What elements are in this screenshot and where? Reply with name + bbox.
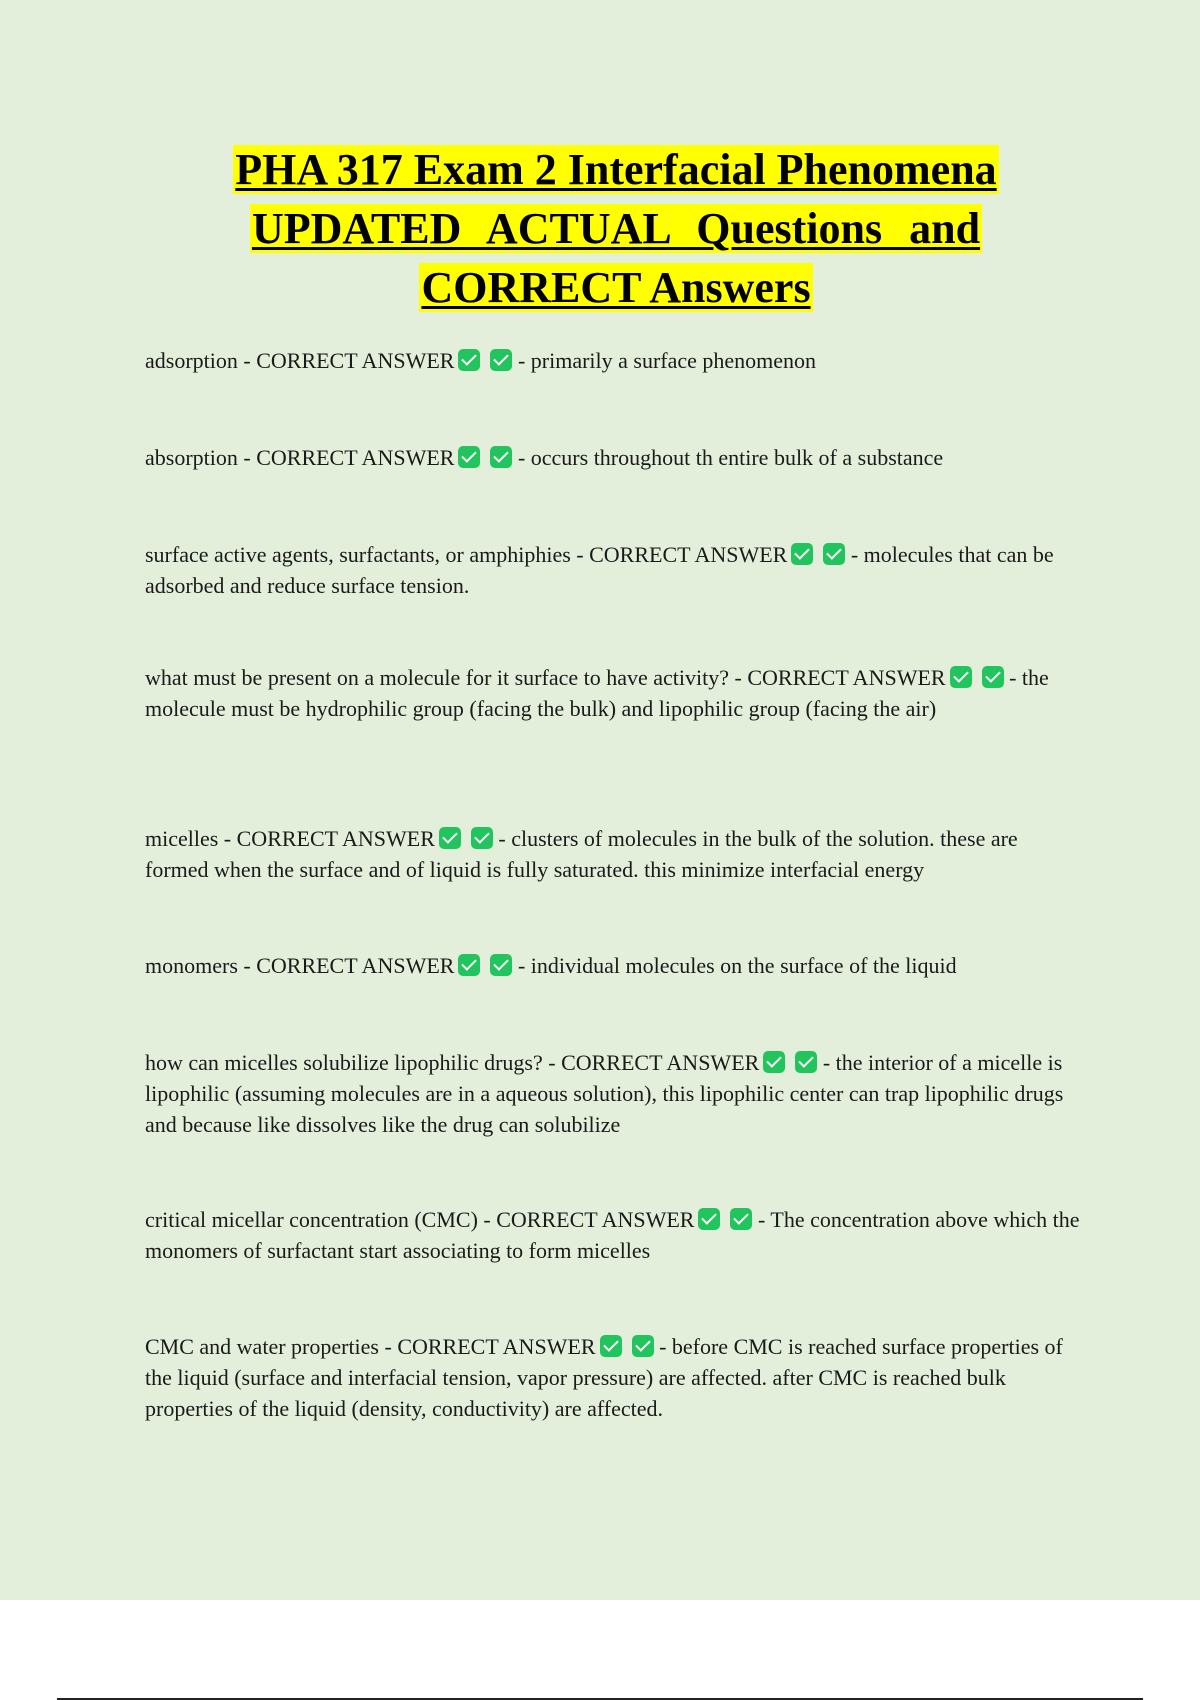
check-mark-icon (490, 446, 512, 468)
qa-term: adsorption - CORRECT ANSWER (145, 348, 455, 373)
qa-item-adsorption (145, 345, 1085, 376)
qa-item-cmc-water (145, 1331, 1085, 1424)
check-mark-icon (823, 543, 845, 565)
qa-item-cmc (145, 1204, 1085, 1266)
document-title (145, 140, 1087, 317)
check-mark-icon (763, 1051, 785, 1073)
check-mark-icon (471, 827, 493, 849)
qa-answer: - before CMC is reached surface properties of the liquid (surface and interfacial tension, vapor pressure) are affected. after CMC is reached bulk properties of the liquid (density, conductivity) are affected. (145, 1334, 1063, 1421)
check-mark-icon (632, 1335, 654, 1357)
check-mark-icon (458, 954, 480, 976)
qa-answer: - primarily a surface phenomenon (517, 348, 817, 373)
check-mark-icon (490, 954, 512, 976)
check-mark-icon (439, 827, 461, 849)
check-mark-icon (458, 349, 480, 371)
qa-term: critical micellar concentration (CMC) - CORRECT ANSWER (145, 1207, 695, 1232)
check-mark-icon (791, 543, 813, 565)
qa-item-monomers (145, 950, 1085, 981)
qa-item-surface-activity (145, 662, 1085, 724)
check-mark-icon (490, 349, 512, 371)
check-mark-icon (795, 1051, 817, 1073)
qa-item-surfactants (145, 539, 1085, 601)
check-mark-icon (600, 1335, 622, 1357)
qa-term: CMC and water properties - CORRECT ANSWER (145, 1334, 596, 1359)
qa-answer: - the molecule must be hydrophilic group (facing the bulk) and lipophilic group (facing the air) (145, 665, 1049, 721)
check-mark-icon (982, 666, 1004, 688)
qa-term: how can micelles solubilize lipophilic drugs? - CORRECT ANSWER (145, 1050, 760, 1075)
qa-answer: - individual molecules on the surface of the liquid (517, 953, 957, 978)
qa-term: what must be present on a molecule for it surface to have activity? - CORRECT ANSWER (145, 665, 946, 690)
check-mark-icon (950, 666, 972, 688)
title-line-3: CORRECT Answers (421, 263, 811, 312)
check-mark-icon (698, 1208, 720, 1230)
qa-answer: - The concentration above which the monomers of surfactant start associating to form micelles (145, 1207, 1080, 1263)
qa-term: absorption - CORRECT ANSWER (145, 445, 455, 470)
qa-item-micelles (145, 823, 1085, 885)
qa-term: surface active agents, surfactants, or amphiphies - CORRECT ANSWER (145, 542, 788, 567)
title-line-1: PHA 317 Exam 2 Interfacial Phenomena (235, 145, 997, 194)
qa-item-micelle-solubilize (145, 1047, 1085, 1140)
qa-answer: - molecules that can be adsorbed and reduce surface tension. (145, 542, 1054, 598)
qa-item-absorption (145, 442, 1085, 473)
qa-term: micelles - CORRECT ANSWER (145, 826, 435, 851)
title-line-2: UPDATED ACTUAL Questions and (251, 204, 981, 253)
check-mark-icon (458, 446, 480, 468)
qa-answer: - the interior of a micelle is lipophilic (assuming molecules are in a aqueous solution), this lipophilic center can trap lipophilic drugs and because like dissolves like the drug can solubilize (145, 1050, 1064, 1137)
qa-answer: - occurs throughout th entire bulk of a substance (517, 445, 944, 470)
qa-term: monomers - CORRECT ANSWER (145, 953, 455, 978)
qa-answer: - clusters of molecules in the bulk of the solution. these are formed when the surface and of liquid is fully saturated. this minimize interfacial energy (145, 826, 1018, 882)
check-mark-icon (730, 1208, 752, 1230)
